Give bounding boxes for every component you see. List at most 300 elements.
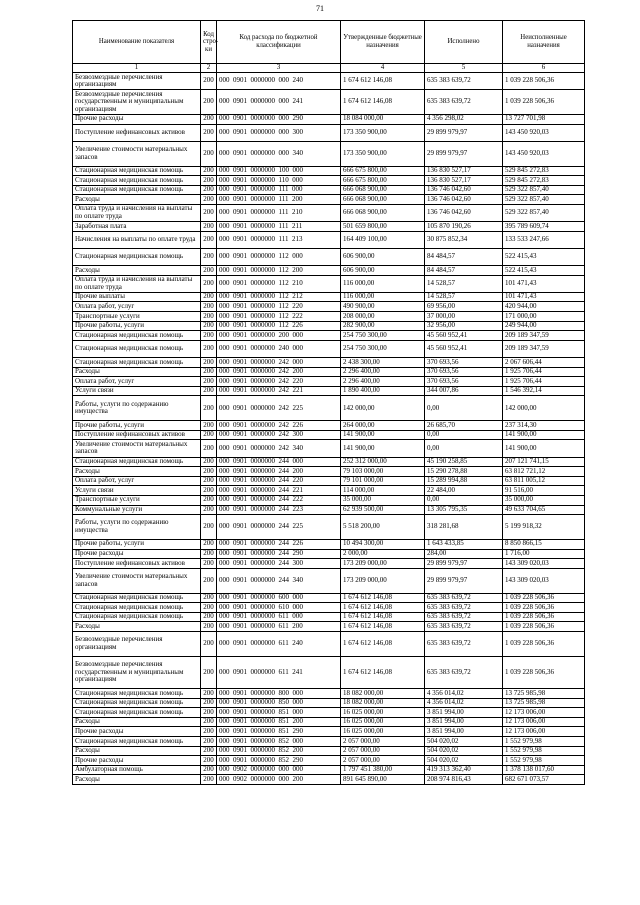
row-unexecuted: 63 812 721,12 [503, 467, 585, 477]
row-budget-code: 000 0901 0000000 111 200 [217, 195, 341, 205]
row-approved: 252 312 000,00 [341, 457, 425, 467]
row-budget-code: 000 0901 0000000 000 240 [217, 73, 341, 90]
table-row [73, 476, 585, 486]
row-approved: 1 674 612 146,08 [341, 90, 425, 115]
row-unexecuted: 12 173 006,00 [503, 708, 585, 718]
row-budget-code: 000 0901 0000000 111 000 [217, 185, 341, 195]
row-unexecuted: 13 727 701,98 [503, 114, 585, 124]
row-code: 200 [201, 124, 217, 141]
row-budget-code: 000 0901 0000000 240 000 [217, 340, 341, 357]
table-row [73, 765, 585, 775]
row-budget-code: 000 0901 0000000 112 226 [217, 321, 341, 331]
page-number: 71 [316, 4, 324, 13]
table-row [73, 698, 585, 708]
row-budget-code: 000 0901 0000000 242 221 [217, 386, 341, 396]
row-budget-code: 000 0901 0000000 600 000 [217, 593, 341, 603]
row-executed: 13 305 795,35 [425, 505, 503, 515]
row-code: 200 [201, 222, 217, 232]
row-executed: 105 870 190,26 [425, 222, 503, 232]
row-budget-code: 000 0901 0000000 610 000 [217, 603, 341, 613]
row-executed: 635 383 639,72 [425, 612, 503, 622]
row-budget-code: 000 0901 0000000 244 300 [217, 559, 341, 569]
row-unexecuted: 143 450 920,03 [503, 141, 585, 166]
row-budget-code: 000 0901 0000000 112 222 [217, 312, 341, 322]
table-row [73, 396, 585, 421]
row-approved: 141 900,00 [341, 440, 425, 457]
table-row [73, 222, 585, 232]
row-name: Оплата работ, услуг [73, 377, 201, 387]
row-approved: 606 900,00 [341, 266, 425, 276]
row-name: Расходы [73, 622, 201, 632]
row-executed: 0,00 [425, 440, 503, 457]
row-name: Стационарная медицинская помощь [73, 689, 201, 699]
row-approved: 254 750 300,00 [341, 340, 425, 357]
row-code: 200 [201, 631, 217, 656]
table-row [73, 141, 585, 166]
row-unexecuted: 1 378 138 017,60 [503, 765, 585, 775]
table-row [73, 292, 585, 302]
row-name: Безвозмездные перечисления организациям [73, 631, 201, 656]
row-unexecuted: 1 039 228 506,36 [503, 622, 585, 632]
row-code: 200 [201, 505, 217, 515]
row-executed: 37 000,00 [425, 312, 503, 322]
row-executed: 30 875 852,34 [425, 231, 503, 248]
row-name: Стационарная медицинская помощь [73, 340, 201, 357]
row-unexecuted: 101 471,43 [503, 292, 585, 302]
row-name: Поступление нефинансовых активов [73, 559, 201, 569]
table-row [73, 440, 585, 457]
row-budget-code: 000 0901 0000000 111 210 [217, 204, 341, 221]
row-name: Заработная плата [73, 222, 201, 232]
header-approved: Утвержденные бюджетные назначения [341, 21, 425, 64]
row-approved: 666 675 800,00 [341, 166, 425, 176]
row-executed: 0,00 [425, 396, 503, 421]
row-name: Прочие выплаты [73, 292, 201, 302]
row-budget-code: 000 0901 0000000 242 200 [217, 367, 341, 377]
row-name: Прочие расходы [73, 756, 201, 766]
row-name: Амбулаторная помощь [73, 765, 201, 775]
row-code: 200 [201, 185, 217, 195]
row-unexecuted: 8 850 866,15 [503, 539, 585, 549]
row-unexecuted: 207 121 741,15 [503, 457, 585, 467]
row-name: Увеличение стоимости материальных запасов [73, 568, 201, 593]
row-code: 200 [201, 166, 217, 176]
table-row [73, 515, 585, 540]
row-unexecuted: 529 845 272,83 [503, 166, 585, 176]
table-row [73, 775, 585, 785]
row-executed: 0,00 [425, 495, 503, 505]
row-name: Безвозмездные перечисления государственным и муниципальным организациям [73, 90, 201, 115]
row-executed: 32 956,00 [425, 321, 503, 331]
row-executed: 284,00 [425, 549, 503, 559]
row-unexecuted: 13 725 985,98 [503, 689, 585, 699]
row-budget-code: 000 0901 0000000 244 225 [217, 515, 341, 540]
row-name: Услуги связи [73, 486, 201, 496]
row-unexecuted: 420 944,00 [503, 302, 585, 312]
row-approved: 164 409 100,00 [341, 231, 425, 248]
row-approved: 501 659 800,00 [341, 222, 425, 232]
row-unexecuted: 529 322 857,40 [503, 204, 585, 221]
row-code: 200 [201, 292, 217, 302]
row-name: Работы, услуги по содержанию имущества [73, 515, 201, 540]
column-number: 5 [425, 64, 503, 73]
row-name: Поступление нефинансовых активов [73, 124, 201, 141]
row-name: Расходы [73, 717, 201, 727]
row-budget-code: 000 0901 0000000 800 000 [217, 689, 341, 699]
row-executed: 370 693,56 [425, 367, 503, 377]
row-name: Стационарная медицинская помощь [73, 248, 201, 265]
table-row [73, 631, 585, 656]
row-executed: 136 830 527,17 [425, 176, 503, 186]
row-approved: 2 296 400,00 [341, 367, 425, 377]
row-approved: 2 296 400,00 [341, 377, 425, 387]
table-row [73, 195, 585, 205]
table-row [73, 90, 585, 115]
row-budget-code: 000 0901 0000000 244 221 [217, 486, 341, 496]
table-row [73, 457, 585, 467]
row-name: Расходы [73, 367, 201, 377]
row-code: 200 [201, 421, 217, 431]
row-executed: 84 484,57 [425, 248, 503, 265]
row-code: 200 [201, 377, 217, 387]
row-budget-code: 000 0901 0000000 112 220 [217, 302, 341, 312]
row-name: Стационарная медицинская помощь [73, 737, 201, 747]
row-executed: 136 830 527,17 [425, 166, 503, 176]
row-executed: 29 899 979,97 [425, 124, 503, 141]
row-approved: 5 518 200,00 [341, 515, 425, 540]
row-unexecuted: 249 944,00 [503, 321, 585, 331]
row-unexecuted: 1 716,00 [503, 549, 585, 559]
row-name: Стационарная медицинская помощь [73, 176, 201, 186]
row-executed: 15 290 278,88 [425, 467, 503, 477]
row-code: 200 [201, 358, 217, 368]
row-name: Расходы [73, 746, 201, 756]
row-unexecuted: 209 189 347,59 [503, 340, 585, 357]
row-budget-code: 000 0902 0000000 000 200 [217, 775, 341, 785]
table-row [73, 708, 585, 718]
row-executed: 635 383 639,72 [425, 656, 503, 688]
row-budget-code: 000 0901 0000000 851 000 [217, 708, 341, 718]
table-row [73, 248, 585, 265]
header-name: Наименование показателя [73, 21, 201, 64]
row-code: 200 [201, 386, 217, 396]
column-number-row [73, 64, 585, 73]
row-unexecuted: 1 546 392,14 [503, 386, 585, 396]
row-approved: 116 000,00 [341, 275, 425, 292]
row-approved: 173 209 000,00 [341, 568, 425, 593]
row-approved: 1 674 612 146,08 [341, 73, 425, 90]
row-unexecuted: 1 039 228 506,36 [503, 603, 585, 613]
row-approved: 1 890 400,00 [341, 386, 425, 396]
row-budget-code: 000 0901 0000000 244 222 [217, 495, 341, 505]
row-code: 200 [201, 430, 217, 440]
row-executed: 69 956,00 [425, 302, 503, 312]
header-budget-code: Код расхода по бюджетной классификации [217, 21, 341, 64]
row-budget-code: 000 0901 0000000 852 000 [217, 737, 341, 747]
row-unexecuted: 1 039 228 506,36 [503, 612, 585, 622]
row-name: Транспортные услуги [73, 312, 201, 322]
row-code: 200 [201, 340, 217, 357]
row-code: 200 [201, 593, 217, 603]
table-row [73, 377, 585, 387]
row-budget-code: 000 0901 0000000 242 300 [217, 430, 341, 440]
row-executed: 3 851 994,00 [425, 708, 503, 718]
row-budget-code: 000 0901 0000000 000 300 [217, 124, 341, 141]
row-name: Безвозмездные перечисления организациям [73, 73, 201, 90]
table-row [73, 505, 585, 515]
row-name: Прочие работы, услуги [73, 539, 201, 549]
row-code: 200 [201, 114, 217, 124]
row-name: Начисления на выплаты по оплате труда [73, 231, 201, 248]
row-approved: 208 000,00 [341, 312, 425, 322]
table-row [73, 756, 585, 766]
row-approved: 10 494 300,00 [341, 539, 425, 549]
budget-execution-table [72, 20, 585, 785]
row-budget-code: 000 0901 0000000 852 200 [217, 746, 341, 756]
column-number: 6 [503, 64, 585, 73]
row-unexecuted: 141 900,00 [503, 440, 585, 457]
row-budget-code: 000 0901 0000000 611 241 [217, 656, 341, 688]
header-row-code: Код стро-ки [201, 21, 217, 64]
row-executed: 504 020,02 [425, 756, 503, 766]
row-unexecuted: 522 415,43 [503, 248, 585, 265]
column-number: 3 [217, 64, 341, 73]
row-budget-code: 000 0901 0000000 100 000 [217, 166, 341, 176]
row-code: 200 [201, 622, 217, 632]
row-executed: 4 356 298,02 [425, 114, 503, 124]
table-row [73, 358, 585, 368]
row-name: Прочие работы, услуги [73, 321, 201, 331]
table-row [73, 166, 585, 176]
row-unexecuted: 141 900,00 [503, 430, 585, 440]
row-name: Увеличение стоимости материальных запасов [73, 440, 201, 457]
row-budget-code: 000 0901 0000000 244 200 [217, 467, 341, 477]
row-executed: 45 190 258,85 [425, 457, 503, 467]
row-code: 200 [201, 248, 217, 265]
row-name: Расходы [73, 775, 201, 785]
table-row [73, 603, 585, 613]
row-code: 200 [201, 515, 217, 540]
row-unexecuted: 101 471,43 [503, 275, 585, 292]
row-executed: 84 484,57 [425, 266, 503, 276]
row-name: Стационарная медицинская помощь [73, 603, 201, 613]
row-unexecuted: 171 000,00 [503, 312, 585, 322]
table-row [73, 302, 585, 312]
row-budget-code: 000 0901 0000000 000 340 [217, 141, 341, 166]
table-row [73, 593, 585, 603]
row-approved: 1 674 612 146,08 [341, 603, 425, 613]
row-name: Работы, услуги по содержанию имущества [73, 396, 201, 421]
row-approved: 490 900,00 [341, 302, 425, 312]
row-unexecuted: 63 811 005,12 [503, 476, 585, 486]
table-row [73, 204, 585, 221]
row-approved: 173 209 000,00 [341, 559, 425, 569]
row-unexecuted: 529 322 857,40 [503, 195, 585, 205]
row-code: 200 [201, 689, 217, 699]
row-approved: 2 000,00 [341, 549, 425, 559]
row-name: Стационарная медицинская помощь [73, 358, 201, 368]
row-budget-code: 000 0901 0000000 111 211 [217, 222, 341, 232]
row-unexecuted: 1 039 228 506,36 [503, 73, 585, 90]
row-approved: 18 084 000,00 [341, 114, 425, 124]
row-executed: 504 020,02 [425, 746, 503, 756]
row-executed: 635 383 639,72 [425, 593, 503, 603]
row-approved: 666 675 800,00 [341, 176, 425, 186]
row-approved: 666 068 900,00 [341, 204, 425, 221]
row-approved: 62 939 500,00 [341, 505, 425, 515]
row-name: Расходы [73, 266, 201, 276]
row-executed: 22 484,00 [425, 486, 503, 496]
row-unexecuted: 237 314,30 [503, 421, 585, 431]
row-approved: 2 057 000,00 [341, 756, 425, 766]
row-name: Безвозмездные перечисления государственным и муниципальным организациям [73, 656, 201, 688]
row-name: Прочие расходы [73, 114, 201, 124]
row-code: 200 [201, 756, 217, 766]
row-executed: 3 851 994,00 [425, 727, 503, 737]
row-code: 200 [201, 775, 217, 785]
row-budget-code: 000 0902 0000000 000 000 [217, 765, 341, 775]
row-name: Прочие расходы [73, 549, 201, 559]
row-name: Стационарная медицинская помощь [73, 593, 201, 603]
row-executed: 635 383 639,72 [425, 73, 503, 90]
row-unexecuted: 143 450 920,03 [503, 124, 585, 141]
table-row [73, 656, 585, 688]
row-budget-code: 000 0901 0000000 111 213 [217, 231, 341, 248]
row-executed: 29 899 979,97 [425, 559, 503, 569]
row-approved: 666 068 900,00 [341, 185, 425, 195]
row-approved: 1 674 612 146,08 [341, 622, 425, 632]
row-budget-code: 000 0901 0000000 112 212 [217, 292, 341, 302]
column-number: 2 [201, 64, 217, 73]
row-approved: 79 103 000,00 [341, 467, 425, 477]
row-unexecuted: 395 789 609,74 [503, 222, 585, 232]
table-row [73, 367, 585, 377]
row-budget-code: 000 0901 0000000 850 000 [217, 698, 341, 708]
row-name: Стационарная медицинская помощь [73, 612, 201, 622]
row-unexecuted: 1 925 706,44 [503, 377, 585, 387]
row-code: 200 [201, 302, 217, 312]
row-unexecuted: 12 173 006,00 [503, 727, 585, 737]
table-row [73, 312, 585, 322]
row-approved: 1 674 612 146,08 [341, 612, 425, 622]
row-budget-code: 000 0901 0000000 112 210 [217, 275, 341, 292]
row-name: Стационарная медицинская помощь [73, 457, 201, 467]
row-unexecuted: 1 039 228 506,36 [503, 593, 585, 603]
row-unexecuted: 1 552 979,98 [503, 756, 585, 766]
row-approved: 173 350 900,00 [341, 141, 425, 166]
row-approved: 282 900,00 [341, 321, 425, 331]
row-unexecuted: 13 725 985,98 [503, 698, 585, 708]
row-unexecuted: 1 039 228 506,36 [503, 656, 585, 688]
row-name: Оплата работ, услуг [73, 302, 201, 312]
row-approved: 2 057 000,00 [341, 746, 425, 756]
row-code: 200 [201, 176, 217, 186]
table-header-row [73, 21, 585, 64]
row-code: 200 [201, 486, 217, 496]
row-executed: 14 528,57 [425, 275, 503, 292]
row-code: 200 [201, 141, 217, 166]
row-code: 200 [201, 266, 217, 276]
column-number: 4 [341, 64, 425, 73]
row-unexecuted: 91 516,00 [503, 486, 585, 496]
table-row [73, 73, 585, 90]
row-approved: 606 900,00 [341, 248, 425, 265]
table-row [73, 746, 585, 756]
row-approved: 1 674 612 146,08 [341, 631, 425, 656]
row-code: 200 [201, 708, 217, 718]
table-row [73, 114, 585, 124]
row-executed: 26 685,70 [425, 421, 503, 431]
row-budget-code: 000 0901 0000000 244 220 [217, 476, 341, 486]
row-approved: 142 000,00 [341, 396, 425, 421]
row-code: 200 [201, 603, 217, 613]
row-approved: 2 438 300,00 [341, 358, 425, 368]
row-unexecuted: 142 000,00 [503, 396, 585, 421]
row-unexecuted: 1 039 228 506,36 [503, 631, 585, 656]
table-row [73, 689, 585, 699]
row-executed: 318 281,68 [425, 515, 503, 540]
row-executed: 15 289 994,88 [425, 476, 503, 486]
table-row [73, 539, 585, 549]
row-code: 200 [201, 396, 217, 421]
row-executed: 14 528,57 [425, 292, 503, 302]
row-budget-code: 000 0901 0000000 242 000 [217, 358, 341, 368]
row-unexecuted: 143 309 020,03 [503, 568, 585, 593]
row-budget-code: 000 0901 0000000 851 200 [217, 717, 341, 727]
row-budget-code: 000 0901 0000000 242 340 [217, 440, 341, 457]
table-row [73, 176, 585, 186]
table-row [73, 727, 585, 737]
row-unexecuted: 1 552 979,98 [503, 746, 585, 756]
row-unexecuted: 522 415,43 [503, 266, 585, 276]
row-approved: 18 082 000,00 [341, 698, 425, 708]
row-name: Стационарная медицинская помощь [73, 185, 201, 195]
row-unexecuted: 1 039 228 506,36 [503, 90, 585, 115]
row-name: Стационарная медицинская помощь [73, 331, 201, 341]
row-executed: 136 746 042,60 [425, 195, 503, 205]
row-code: 200 [201, 765, 217, 775]
header-unexecuted: Неисполненные назначения [503, 21, 585, 64]
row-code: 200 [201, 73, 217, 90]
row-executed: 29 899 979,97 [425, 141, 503, 166]
row-name: Коммунальные услуги [73, 505, 201, 515]
row-executed: 370 693,56 [425, 377, 503, 387]
row-unexecuted: 143 309 020,03 [503, 559, 585, 569]
row-code: 200 [201, 367, 217, 377]
row-unexecuted: 133 533 247,66 [503, 231, 585, 248]
row-approved: 2 057 000,00 [341, 737, 425, 747]
row-executed: 4 356 014,02 [425, 698, 503, 708]
table-row [73, 549, 585, 559]
row-budget-code: 000 0901 0000000 000 241 [217, 90, 341, 115]
row-unexecuted: 35 000,00 [503, 495, 585, 505]
row-budget-code: 000 0901 0000000 611 240 [217, 631, 341, 656]
table-row [73, 737, 585, 747]
row-approved: 141 900,00 [341, 430, 425, 440]
row-approved: 35 000,00 [341, 495, 425, 505]
row-budget-code: 000 0901 0000000 244 226 [217, 539, 341, 549]
row-code: 200 [201, 321, 217, 331]
row-code: 200 [201, 559, 217, 569]
row-executed: 419 313 362,40 [425, 765, 503, 775]
row-budget-code: 000 0901 0000000 242 226 [217, 421, 341, 431]
table-row [73, 266, 585, 276]
table-row [73, 386, 585, 396]
row-name: Поступление нефинансовых активов [73, 430, 201, 440]
row-code: 200 [201, 727, 217, 737]
row-name: Оплата работ, услуг [73, 476, 201, 486]
row-budget-code: 000 0901 0000000 851 290 [217, 727, 341, 737]
